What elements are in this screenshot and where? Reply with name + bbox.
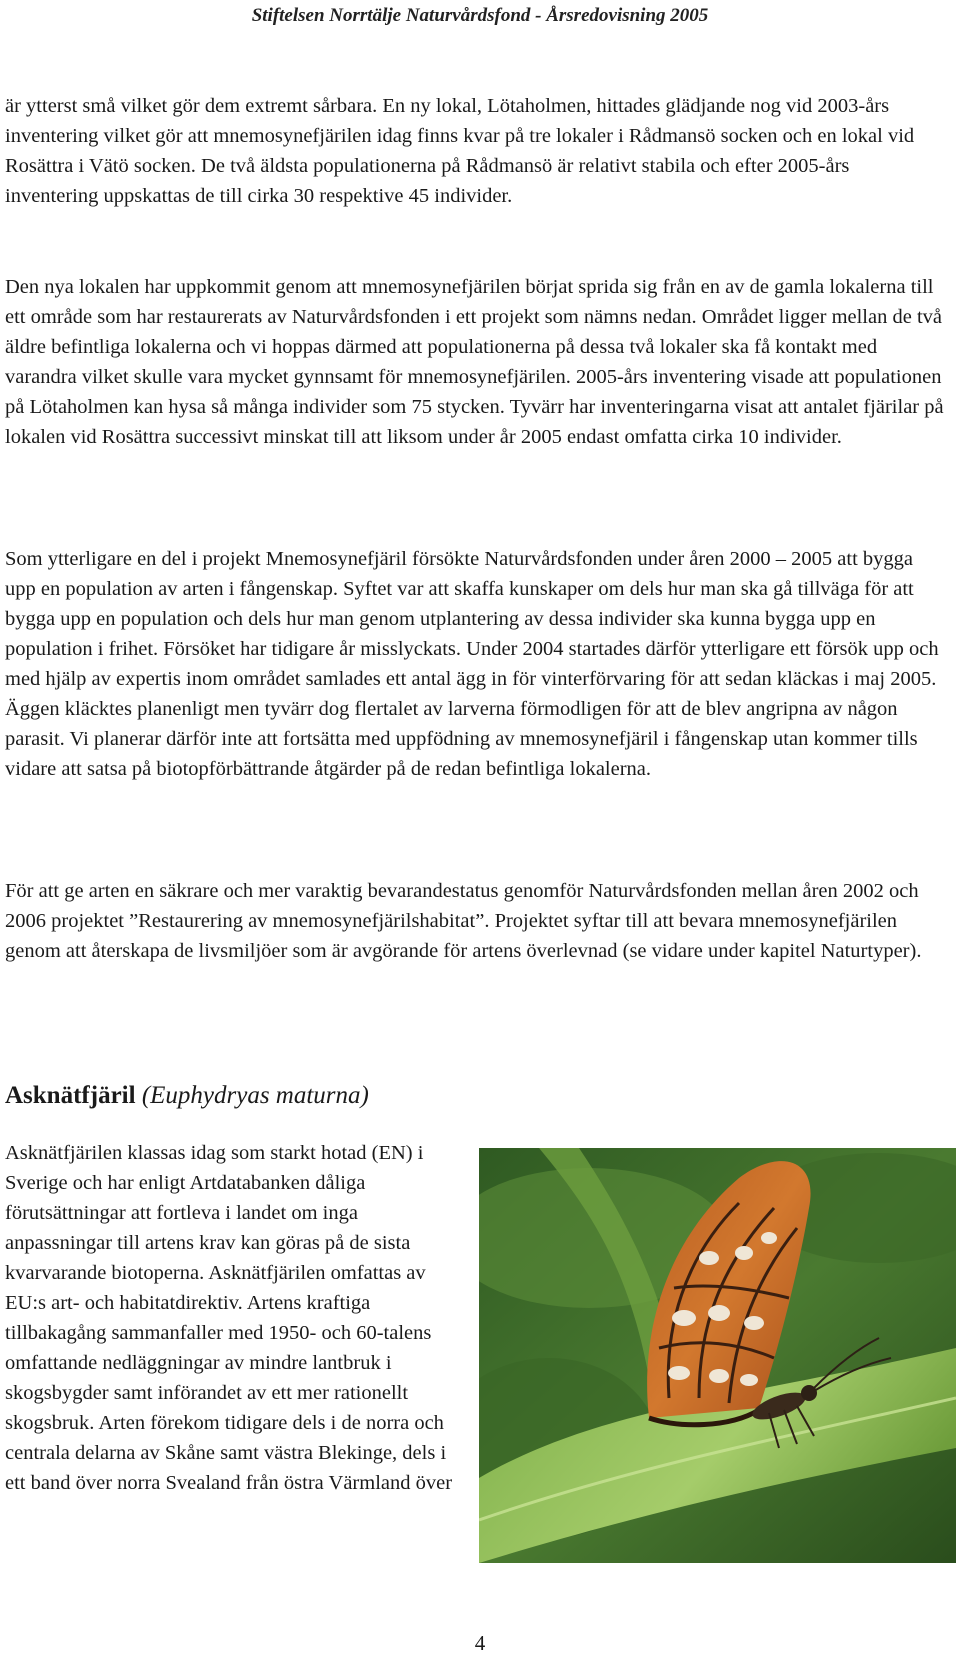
section-common-name: Asknätfjäril — [5, 1082, 136, 1109]
paragraph-captivity-project: Som ytterligare en del i projekt Mnemosynefjäril försökte Naturvårdsfonden under åren 2000 – 2005 att bygga upp en population av arten i fångenskap. Syftet var att skaffa kunskaper om dels hur man ska gå tillväga för att bygga upp en population och dels hur man genom utplantering av dessa individer ska kunna bygga upp en population i frihet. Försöket har tidigare år misslyckats. Under 2004 startades därför ytterligare ett försök upp och med hjälp av expertis inom området samlades ett antal ägg in för vinterförvaring för att sedan kläckas i maj 2005. Äggen kläcktes planenligt men tyvärr dog flertalet av larverna förmodligen för att de blev angripna av någon parasit. Vi planerar därför inte att fortsätta med uppfödning av mnemosynefjäril i fångenskap utan kommer tills vidare att satsa på biotopförbättrande åtgärder på de redan befintliga lokalerna. — [5, 548, 939, 780]
page-number: 4 — [474, 1631, 486, 1655]
section-heading — [5, 1080, 369, 1112]
paragraph-new-locality: Den nya lokalen har uppkommit genom att mnemosynefjärilen börjat sprida sig från en av de gamla lokalerna till ett område som har restaurerats av Naturvårdsfonden i ett projekt som nämns nedan. Området ligger mellan de två äldre befintliga lokalerna och vi hoppas därmed att populationerna på dessa två lokaler ska få kontakt med varandra vilket skulle vara mycket gynnsamt för mnemosynefjärilen. 2005-års inventering visade att populationen på Lötaholmen kan hysa så många individer som 75 stycken. Tyvärr har inventeringarna visat att antalet fjärilar på lokalen vid Rosättra successivt minskat till att liksom under år 2005 endast omfatta cirka 10 individer. — [5, 276, 944, 448]
section-latin-name: (Euphydryas maturna) — [141, 1082, 369, 1109]
paragraph-populations: är ytterst små vilket gör dem extremt sårbara. En ny lokal, Lötaholmen, hittades glädjande nog vid 2003-års inventering vilket gör att mnemosynefjärilen idag finns kvar på tre lokaler i Rådmansö socken och en lokal vid Rosättra i Vätö socken. De två äldsta populationerna på Rådmansö är relativt stabila och efter 2005-års inventering uppskattas de till cirka 30 respektive 45 individer. — [5, 95, 915, 207]
paragraph-asknatfjaril: Asknätfjärilen klassas idag som starkt hotad (EN) i Sverige och har enligt Artdatabanken dåliga förutsättningar att fortleva i landet om inga anpassningar till artens krav kan göras på de sista kvarvarande biotoperna. Asknätfjärilen omfattas av EU:s art- och habitatdirektiv. Artens kraftiga tillbakagång sammanfaller med 1950- och 60-talens omfattande nedläggningar av mindre lantbruk i skogsbygder samt införandet av ett mer rationellt skogsbruk. Arten förekom tidigare dels i de norra och centrala delarna av Skåne samt västra Blekinge, dels i ett band över norra Svealand från östra Värmland över — [5, 1142, 453, 1494]
paragraph-habitat-restoration: För att ge arten en säkrare och mer varaktig bevarandestatus genomför Naturvårdsfonden mellan åren 2002 och 2006 projektet ”Restaurering av mnemosynefjärilshabitat”. Projektet syftar till att bevara mnemosynefjärilen genom att återskapa de livsmiljöer som är avgörande för artens överlevnad (se vidare under kapitel Naturtyper). — [5, 880, 922, 962]
document-header: Stiftelsen Norrtälje Naturvårdsfond - Årsredovisning 2005 — [251, 5, 709, 26]
butterfly-photo — [479, 1148, 956, 1563]
